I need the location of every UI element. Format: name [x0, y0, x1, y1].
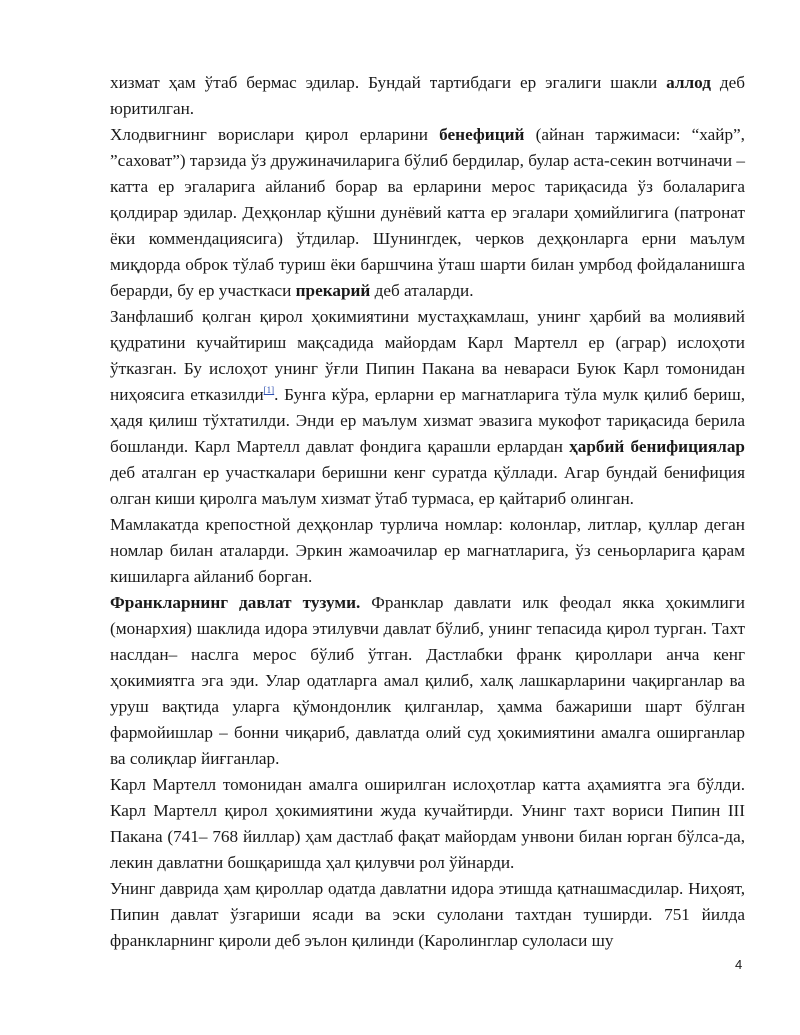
text-run: деб аталган ер участкалари беришни кенг суратда қўллади. Агар бундай бенифиция олган киши қиролга маълум хизмат ўтаб турмаса, ер қайтариб олинган.: [110, 463, 745, 508]
paragraph-allod: [110, 70, 745, 122]
text-run: Занфлашиб қолган қирол ҳокимиятини мустаҳкамлаш, унинг ҳарбий ва молиявий қудратини кучайтириш мақсадида майордам Карл Мартелл ер (аграр) ислоҳоти ўтказган. Бу ислоҳот унинг ўғли Пипин Пакана ва невараси Буюк Карл томонидан ниҳоясига етказилди: [110, 307, 745, 404]
text-run: деб юритилган.: [110, 73, 745, 118]
paragraph-pepin: [110, 876, 745, 954]
term-allod: аллод: [666, 73, 711, 92]
text-run: . Бунга кўра, ерларни ер магнатларига тўла мулк қилиб бериш, ҳадя қилиш тўхтатилди. Энди ер маълум хизмат эвазига мукофот тариқасида берила бошланди. Карл Мартелл давлат фондига қарашли ерлардан: [110, 385, 745, 456]
body-text: [110, 70, 745, 954]
text-run: Хлодвигнинг ворислари қирол ерларини: [110, 125, 440, 144]
text-run: Карл Мартелл томонидан амалга оширилган ислоҳотлар катта аҳамиятга эга бўлди. Карл Мартелл қирол ҳокимиятини жуда кучайтирди. Унинг тахт вориси Пипин III Пакана (741– 768 йиллар) ҳам дастлаб фақат майордам унвони билан юрган бўлса-да, лекин давлатни бошқаришда ҳал қилувчи рол ўйнарди.: [110, 775, 745, 872]
text-run: (айнан таржимаси: “хайр”, ”саховат”) тарзида ўз дружиначиларига бўлиб бердилар, булар аста-секин вотчиначи – катта ер эгаларига айланиб борар ва ерларини мерос тариқасида ўз болаларига қолдирар эдилар. Деҳқонлар қўшни дунёвий катта ер эгалари ҳомийлигига (патронат ёки коммендациясига) ўтдилар. Шунингдек, черков деҳқонларга ерни маълум миқдорда оброк тўлаб туриш ёки баршчина ўташ шарти билан умрбод фойдаланишга берарди, бу ер участкаси: [110, 125, 745, 300]
text-run: Франклар давлати илк феодал якка ҳокимлиги (монархия) шаклида идора этилувчи давлат бўлиб, унинг тепасида қирол турган. Тахт наслдан– наслга мерос бўлиб ўтган. Дастлабки франк қироллари анча кенг ҳокимиятга эга эди. Улар одатларга амал қилиб, халқ лашкарларини чақирганлар ва уруш вақтида уларга қўмондонлик қилганлар, ҳамма бажариши шарт бўлган фармойишлар – бонни чиқариб, давлатда олий суд ҳокимиятини амалга оширганлар ва солиқлар йиғганлар.: [110, 593, 745, 768]
footnote-link[interactable]: [1]: [263, 385, 275, 395]
text-run: Унинг даврида ҳам қироллар одатда давлатни идора этишда қатнашмасдилар. Ниҳоят, Пипин давлат ўзгариши ясади ва эски сулолани тахтдан туширди. 751 йилда франкларнинг қироли деб эълон қилинди (Каролинглар сулоласи шу: [110, 879, 745, 950]
term-precarium: прекарий: [295, 281, 371, 300]
paragraph-beneficium: [110, 122, 745, 304]
paragraph-state-system: [110, 590, 745, 772]
page-number: 4: [735, 957, 743, 972]
text-run: деб аталарди.: [370, 281, 474, 300]
section-heading: Франкларнинг давлат тузуми.: [110, 593, 361, 612]
term-military-benefices: ҳарбий бенифициялар: [569, 437, 745, 456]
paragraph-serfs: [110, 512, 745, 590]
text-run: Мамлакатда крепостной деҳқонлар турлича номлар: колонлар, литлар, қуллар деган номлар билан аталарди. Эркин жамоачилар ер магнатларига, ўз сеньорларига қарам кишиларга айланиб борган.: [110, 515, 745, 586]
paragraph-agrarian-reform: [110, 304, 745, 512]
term-beneficium: бенефиций: [439, 125, 525, 144]
text-run: хизмат ҳам ўтаб бермас эдилар. Бундай тартибдаги ер эгалиги шакли: [110, 73, 667, 92]
paragraph-reforms: [110, 772, 745, 876]
